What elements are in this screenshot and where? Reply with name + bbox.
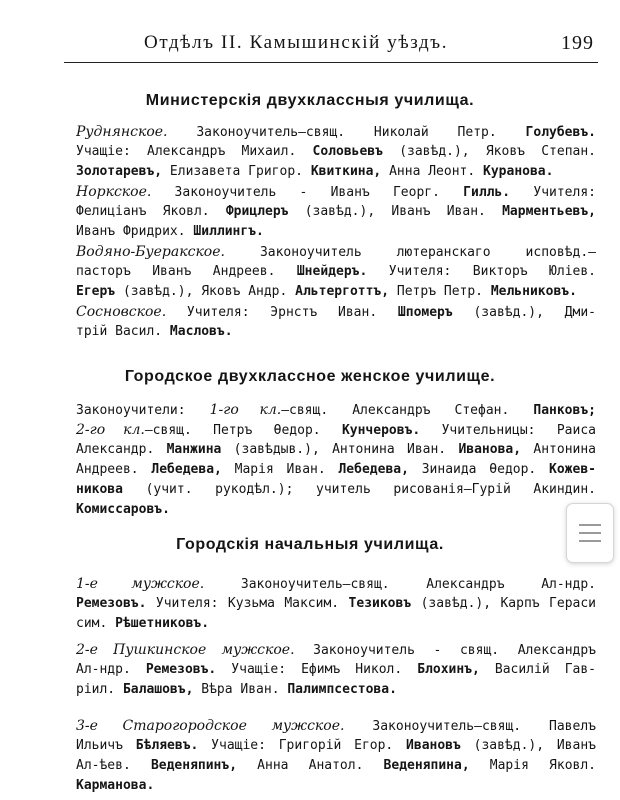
text-run: Елизавета Григор. — [162, 164, 311, 179]
text-run: Законоучители: — [76, 403, 210, 418]
text-run: Иванъ Фридрих. — [76, 224, 194, 239]
text-line — [76, 262, 596, 282]
page-number: 199 — [561, 32, 594, 54]
text-run: Законоучитель—свящ. Павелъ — [344, 719, 596, 734]
menu-lines-icon — [579, 540, 601, 542]
surname-text: Веденяпина, — [383, 758, 470, 773]
surname-text: никова — [76, 482, 123, 497]
paragraph — [76, 716, 596, 796]
school-name-text: 1-е мужское. — [76, 576, 205, 592]
surname-text: Иванова, — [458, 442, 522, 457]
text-run: (завѣд.), Дми- — [452, 305, 596, 320]
surname-text: Ремезовъ. — [145, 662, 217, 677]
text-run: ріил. — [76, 682, 123, 697]
paragraph — [76, 302, 596, 342]
school-name-text: 2-го кл. — [76, 422, 145, 438]
surname-text: Гилль. — [463, 185, 511, 200]
text-run: Законоучитель лютеранскаго исповѣд.— — [224, 245, 596, 260]
text-run: Ал-ѣев. — [76, 758, 151, 773]
text-line — [76, 420, 596, 440]
text-run: Законоучитель - свящ. Александръ — [294, 643, 596, 658]
text-run: (завѣд.), Карпъ Гераси — [411, 596, 596, 611]
header-rule — [64, 62, 598, 63]
text-line — [76, 322, 596, 342]
surname-text: Шиллингъ. — [193, 224, 264, 239]
text-line — [76, 480, 596, 500]
text-run: Законоучитель - Иванъ Георг. — [151, 185, 464, 200]
text-line — [76, 614, 596, 634]
section-heading: Городскія начальныя училища. — [176, 536, 444, 553]
paragraph — [76, 122, 596, 182]
paragraph — [76, 400, 596, 520]
text-line — [76, 640, 596, 660]
text-run: Ал-ндр. — [76, 662, 146, 677]
text-run: Законоучитель—свящ. Николай Петр. — [167, 125, 526, 140]
text-run: сим. — [76, 616, 116, 631]
surname-text: Балашовъ, — [122, 682, 194, 697]
text-line — [76, 182, 596, 202]
text-line — [76, 756, 596, 776]
surname-text: Шпомеръ — [397, 305, 453, 320]
text-line — [76, 736, 596, 756]
school-name-text: 3-е Старогородское мужское. — [76, 718, 345, 734]
text-run: Зинаида Ѳедор. — [408, 462, 550, 477]
text-run: Учительницы: Раиса — [420, 423, 596, 438]
text-line — [76, 400, 596, 420]
text-run: Ильичъ — [76, 738, 136, 753]
text-run: (завѣд.), Яковъ Андр. — [115, 284, 296, 299]
surname-text: Бѣляевъ. — [135, 738, 199, 753]
text-run: Учащіе: Александръ Михаил. — [76, 144, 313, 159]
text-run: трій Васил. — [76, 324, 170, 339]
text-line — [76, 242, 596, 262]
surname-text: Лебедева, — [151, 462, 222, 477]
surname-text: Кунчеровъ. — [341, 423, 421, 438]
text-run: Учителя: Кузьма Максим. — [146, 596, 349, 611]
surname-text: Куранова. — [483, 164, 554, 179]
surname-text: Шнейдеръ. — [296, 264, 368, 279]
text-line — [76, 440, 596, 460]
school-name-text: Руднянское. — [76, 124, 168, 140]
surname-text: Масловъ. — [169, 324, 233, 339]
surname-text: Егеръ — [76, 284, 116, 299]
text-line — [76, 162, 596, 182]
text-run: Анна Леонт. — [381, 164, 484, 179]
text-run: (завѣдыв.), Антонина Иван. — [221, 442, 459, 457]
text-line — [76, 776, 596, 796]
surname-text: Панковъ; — [533, 403, 596, 418]
school-name-text: 2-е Пушкинское мужское. — [76, 642, 295, 658]
text-line — [76, 594, 596, 614]
section-heading: Министерскія двухклассныя училища. — [145, 92, 475, 109]
running-head-title: Отдѣлъ II. Камышинскій уѣздъ. — [144, 32, 449, 53]
surname-text: Мельниковъ. — [490, 284, 577, 299]
text-run: Законоучитель—свящ. Александръ Ал-ндр. — [204, 577, 596, 592]
surname-text: Лебедева, — [338, 462, 409, 477]
text-run: Антонина — [521, 442, 596, 457]
text-line — [76, 282, 596, 302]
surname-text: Палимпсестова. — [287, 682, 397, 697]
school-name-text: 1-го кл. — [209, 402, 282, 418]
paragraph — [76, 182, 596, 242]
text-run: Анна Анатол. — [237, 758, 384, 773]
text-line — [76, 680, 596, 700]
menu-lines-icon — [579, 532, 601, 534]
text-run: Марія Иван. — [221, 462, 339, 477]
text-run: —свящ. Александръ Стефан. — [281, 403, 534, 418]
menu-lines-icon — [579, 524, 601, 526]
school-name-text: Норкское. — [76, 184, 152, 200]
school-name-text: Сосновское. — [76, 304, 167, 320]
paragraph — [76, 242, 596, 302]
text-run: Фелиціанъ Яковл. — [76, 204, 226, 219]
text-line — [76, 142, 596, 162]
surname-text: Кожев- — [549, 462, 596, 477]
text-run: (завѣд.), Яковъ Степан. — [382, 144, 596, 159]
text-line — [76, 202, 596, 222]
text-line — [76, 500, 596, 520]
text-line — [76, 574, 596, 594]
surname-text: Рѣшетниковъ. — [115, 616, 210, 631]
text-run: Марія Яковл. — [469, 758, 596, 773]
text-run: Учителя: Эрнстъ Иван. — [166, 305, 398, 320]
text-run: Учащіе: Ефимъ Никол. — [216, 662, 418, 677]
text-line — [76, 222, 596, 242]
surname-text: Ремезовъ. — [76, 596, 147, 611]
surname-text: Тезиковъ — [348, 596, 412, 611]
text-run: пасторъ Иванъ Андреев. — [76, 264, 297, 279]
text-run: Учителя: — [510, 185, 596, 200]
surname-text: Фрицлеръ — [225, 204, 289, 219]
text-run: (завѣд.), Иванъ Иван. — [288, 204, 503, 219]
text-run: (завѣд.), Иванъ — [460, 738, 596, 753]
surname-text: Комиссаровъ. — [76, 502, 170, 517]
surname-text: Марментьевъ, — [502, 204, 596, 219]
section-heading: Городское двухклассное женское училище. — [124, 368, 496, 385]
text-run: Петръ Петр. — [389, 284, 491, 299]
text-run: Андреев. — [76, 462, 152, 477]
running-head — [60, 28, 600, 58]
surname-text: Соловьевъ — [312, 144, 383, 159]
surname-text: Золотаревъ, — [76, 164, 163, 179]
text-line — [76, 660, 596, 680]
text-line — [76, 122, 596, 142]
text-line — [76, 716, 596, 736]
surname-text: Манжина — [166, 442, 222, 457]
text-run: Учащіе: Григорій Егор. — [198, 738, 407, 753]
paragraph — [76, 640, 596, 700]
text-run: (учит. рукодѣл.); учитель рисованія—Гурій Акиндин. — [122, 482, 596, 497]
surname-text: Блохинъ, — [417, 662, 480, 677]
surname-text: Голубевъ. — [525, 125, 596, 140]
surname-text: Карманова. — [76, 778, 155, 793]
text-run: Александр. — [76, 442, 167, 457]
paragraph — [76, 574, 596, 634]
scroll-handle[interactable] — [566, 503, 614, 563]
text-run: —свящ. Петръ Ѳедор. — [144, 423, 342, 438]
surname-text: Квиткина, — [310, 164, 382, 179]
text-line — [76, 302, 596, 322]
surname-text: Альтерготтъ, — [295, 284, 390, 299]
surname-text: Ивановъ — [406, 738, 461, 753]
text-run: Учителя: Викторъ Юліев. — [367, 264, 596, 279]
surname-text: Веденяпинъ, — [150, 758, 238, 773]
text-line — [76, 460, 596, 480]
text-run: Вѣра Иван. — [193, 682, 288, 697]
text-run: Василій Гав- — [479, 662, 596, 677]
school-name-text: Водяно-Буеракское. — [76, 244, 225, 260]
